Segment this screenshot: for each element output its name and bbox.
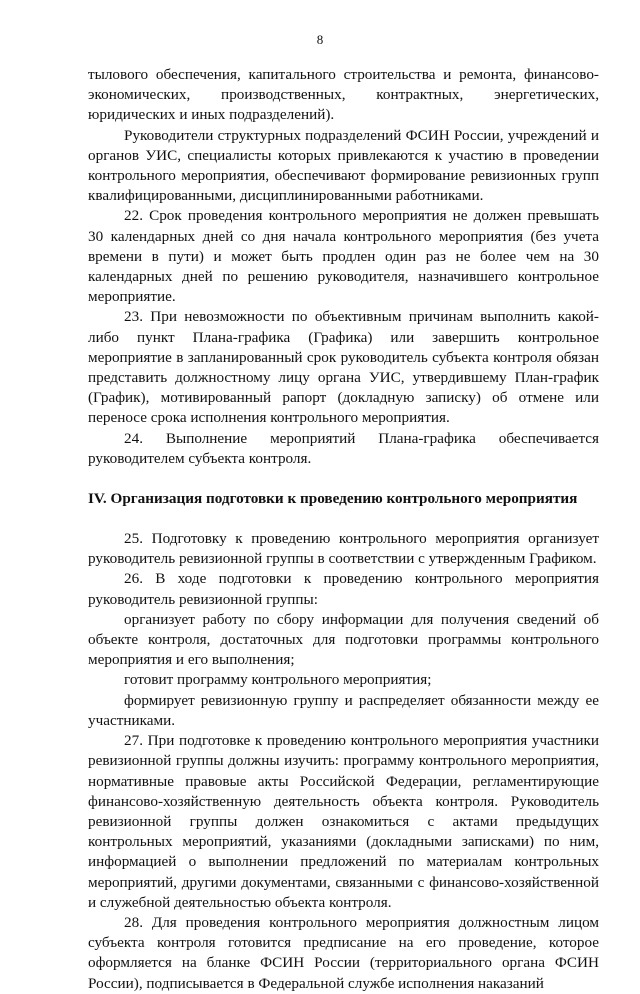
paragraph-clause-26: 26. В ходе подготовки к проведению контрольного мероприятия руководитель ревизионной группы: (88, 570, 599, 608)
list-item: готовит программу контрольного мероприятия; (124, 671, 432, 689)
document-body (88, 65, 599, 994)
page-number: 8 (316, 32, 324, 47)
paragraph-clause-23: 23. При невозможности по объективным причинам выполнить какой-либо пункт Плана-графика (Графика) или завершить контрольное мероприятие в запланированный срок руководитель субъекта контроля обязан представить должностному лицу органа УИС, утвердившему План-график (График), мотивированный рапорт (докладную записку) об отмене или переносе срока исполнения контрольного мероприятия. (88, 308, 599, 427)
paragraph-clause-22: 22. Срок проведения контрольного мероприятия не должен превышать 30 календарных дней со дня начала контрольного мероприятия (без учета времени в пути) и может быть продлен один раз не более чем на 30 календарных дней по решению руководителя, назначившего контрольное мероприятие. (88, 207, 599, 306)
list-item: организует работу по сбору информации для получения сведений об объекте контроля, достаточных для подготовки программы контрольного мероприятия и его выполнения; (88, 610, 599, 669)
paragraph-clause-27: 27. При подготовке к проведению контрольного мероприятия участники ревизионной группы должны изучить: программу контрольного мероприятия, нормативные правовые акты Российской Федерации, регламентирующие финансово-хозяйственную деятельность объекта контроля. Руководитель ревизионной группы должен ознакомиться с актами предыдущих контрольных мероприятий, указаниями (докладными записками) по ним, информацией о выполнении предложений по материалам контрольных мероприятий, другими документами, связанными с финансово-хозяйственной и служебной деятельностью объекта контроля. (88, 732, 599, 911)
list-item: формирует ревизионную группу и распределяет обязанности между ее участниками. (88, 691, 599, 729)
paragraph: Руководители структурных подразделений ФСИН России, учреждений и органов УИС, специалисты которых привлекаются к участию в проведении контрольного мероприятия, обеспечивают формирование ревизионных групп квалифицированными, дисциплинированными работниками. (88, 126, 599, 205)
paragraph-clause-24: 24. Выполнение мероприятий Плана-графика обеспечивается руководителем субъекта контроля. (88, 429, 599, 467)
paragraph-continuation: тылового обеспечения, капитального строительства и ремонта, финансово-экономических, производственных, контрактных, энергетических, юридических и иных подразделений). (88, 66, 599, 124)
paragraph-clause-25: 25. Подготовку к проведению контрольного мероприятия организует руководитель ревизионной группы в соответствии с утвержденным Графиком. (88, 530, 599, 568)
paragraph-clause-28: 28. Для проведения контрольного мероприятия должностным лицом субъекта контроля готовится предписание на его проведение, которое оформляется на бланке ФСИН России (территориального органа ФСИН России), подписывается в Федеральной службе исполнения наказаний (88, 913, 599, 992)
section-heading: IV. Организация подготовки к проведению контрольного мероприятия (88, 490, 578, 508)
